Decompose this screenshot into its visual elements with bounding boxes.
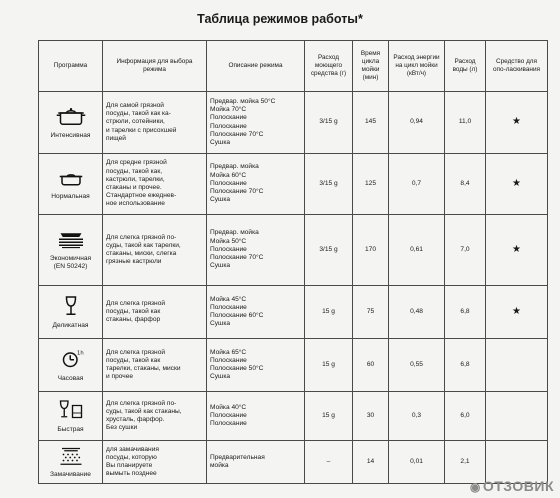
program-info-line: посуды, которую [106, 453, 157, 461]
program-description-line: Полоскание 50°C [210, 365, 264, 372]
plates-icon [42, 229, 99, 254]
program-info-line: кастрюли, тарелки, [106, 175, 165, 183]
program-description-line: Полоскание [210, 303, 247, 311]
program-info-line: пищей [106, 134, 126, 142]
program-cell [39, 339, 103, 392]
program-info [103, 215, 207, 286]
program-cell [39, 92, 103, 154]
header-program: Программа [39, 41, 103, 92]
program-info [103, 286, 207, 339]
program-name: Нормальная [51, 193, 90, 200]
rinse-aid-mark: ★ [486, 92, 548, 154]
header-rinse-aid: Средство для опо-ласкивания [486, 41, 548, 92]
water-value: 6,8 [445, 339, 486, 392]
water-value: 7,0 [445, 215, 486, 286]
program-info-line: Для слегка грязной [106, 299, 166, 307]
program-description [207, 92, 305, 154]
watermark [470, 478, 554, 494]
program-description-line: Полоскание 70°C [210, 254, 264, 262]
energy-value: 0,7 [389, 154, 445, 215]
program-description-line: Полоскание 60°C [210, 312, 264, 319]
program-info-line: Для слегка грязной [106, 348, 166, 356]
table-row [39, 286, 548, 339]
program-cell [39, 441, 103, 484]
program-info-line: посуды, такой как [106, 307, 161, 315]
program-info-line: ное использование [106, 200, 165, 208]
program-description-line: Мойка 60°C [210, 171, 247, 179]
program-description-line: Мойка 45°C [210, 295, 247, 303]
program-description-line: Предвар. мойка [210, 163, 259, 171]
program-description [207, 441, 305, 484]
program-description-line: Полоскание 70°C [210, 188, 264, 196]
water-value: 6,8 [445, 286, 486, 339]
program-info-line: Для средне грязной [106, 159, 167, 167]
water-value: 11,0 [445, 92, 486, 154]
detergent-value: 15 g [305, 286, 353, 339]
program-info [103, 154, 207, 215]
program-standard: (EN 50242) [53, 263, 88, 271]
program-info-line: хрусталь, фарфор. [106, 416, 165, 423]
water-value: 8,4 [445, 154, 486, 215]
program-cell [39, 154, 103, 215]
program-name: Деликатная [52, 322, 89, 329]
program-description-line: мойка [210, 462, 229, 469]
program-description-line: Полоскание [210, 114, 247, 122]
table-row [39, 215, 548, 286]
program-info-line: и тарелки с присохшей [106, 126, 177, 134]
program-description-line: Сушка [210, 262, 231, 270]
energy-value: 0,48 [389, 286, 445, 339]
soak-icon [42, 445, 99, 470]
wineglass-icon [42, 294, 99, 321]
modes-table [38, 40, 548, 484]
program-name: Часовая [57, 375, 84, 382]
program-description-line: Полоскание [210, 179, 247, 187]
program-name: Быстрая [57, 426, 84, 433]
cycle-time-value: 145 [353, 92, 389, 154]
program-description-line: Мойка 50°C [210, 237, 247, 245]
energy-value: 0,55 [389, 339, 445, 392]
program-info [103, 339, 207, 392]
program-description-line: Полоскание [210, 411, 247, 419]
program-description [207, 286, 305, 339]
program-description-line: Предварительная [210, 453, 265, 461]
rinse-aid-mark [486, 339, 548, 392]
header-description: Описание режима [207, 41, 305, 92]
program-description-line: Предвар. мойка 50°C [210, 97, 276, 105]
table-row [39, 392, 548, 441]
header-detergent: Расход моющего средства (г) [305, 41, 353, 92]
table-row [39, 339, 548, 392]
table-row [39, 92, 548, 154]
detergent-value: 3/15 g [305, 215, 353, 286]
header-water: Расход воды (л) [445, 41, 486, 92]
page-title: Таблица режимов работы* [197, 12, 363, 26]
program-description-line: Полоскание 70°C [210, 130, 264, 138]
program-description [207, 392, 305, 441]
program-info-line: Для слегка грязной по- [106, 233, 177, 241]
pot-icon [42, 105, 99, 130]
program-description-line: Сушка [210, 373, 231, 381]
header-time: Время цикла мойки (мин) [353, 41, 389, 92]
svg-text:1h: 1h [76, 350, 84, 357]
program-info-line: Вы планируете [106, 462, 153, 469]
detergent-value: 15 g [305, 339, 353, 392]
water-value: 2,1 [445, 441, 486, 484]
program-description-line: Полоскание [210, 356, 247, 364]
program-info-line: Для слегка грязной по- [106, 399, 177, 407]
header-row [39, 41, 548, 92]
program-info-line: стаканы и прочее. [106, 184, 162, 191]
table-row [39, 154, 548, 215]
detergent-value: – [305, 441, 353, 484]
program-info-line: Для самой грязной [106, 101, 164, 109]
program-name: Интенсивная [50, 131, 91, 139]
program-info-line: посуды, такой как, [106, 167, 163, 175]
program-description [207, 339, 305, 392]
rinse-aid-mark: ★ [486, 215, 548, 286]
rinse-aid-mark: ★ [486, 286, 548, 339]
program-description-line: Сушка [210, 138, 231, 146]
program-info-line: Без сушки [106, 424, 138, 432]
program-info-line: тарелки, стаканы, миски [106, 365, 181, 372]
program-info-line: Стандартное ежеднев- [106, 192, 177, 200]
header-energy: Расход энергии на цикл мойки (кВт/ч) [389, 41, 445, 92]
cycle-time-value: 30 [353, 392, 389, 441]
detergent-value: 3/15 g [305, 92, 353, 154]
program-info [103, 92, 207, 154]
glasses-icon [42, 398, 99, 425]
rinse-aid-mark: ★ [486, 154, 548, 215]
program-info-line: суды, такой как стаканы, [106, 407, 182, 415]
program-info-line: грязные кастрюли [106, 258, 162, 266]
cycle-time-value: 75 [353, 286, 389, 339]
energy-value: 0,01 [389, 441, 445, 484]
program-description-line: Полоскание [210, 245, 247, 253]
program-info-line: посуды, такой как [106, 356, 161, 364]
watermark-text: ОТЗОВИК [482, 478, 554, 494]
energy-value: 0,61 [389, 215, 445, 286]
water-value: 6,0 [445, 392, 486, 441]
program-info-line: посуды, такой как ка- [106, 110, 171, 118]
program-description [207, 215, 305, 286]
header-info: Информация для выбора режима [103, 41, 207, 92]
program-description-line: Полоскание [210, 122, 247, 130]
pan-icon [42, 167, 99, 192]
program-info [103, 441, 207, 484]
program-info-line: для замачивания [106, 445, 159, 453]
program-cell [39, 392, 103, 441]
program-description-line: Сушка [210, 320, 231, 328]
detergent-value: 3/15 g [305, 154, 353, 215]
energy-value: 0,3 [389, 392, 445, 441]
program-description-line: Сушка [210, 196, 231, 204]
cycle-time-value: 125 [353, 154, 389, 215]
program-description-line: Мойка 65°C [210, 348, 247, 356]
cycle-time-value: 60 [353, 339, 389, 392]
rinse-aid-mark [486, 392, 548, 441]
program-cell [39, 215, 103, 286]
program-description-line: Предвар. мойка [210, 229, 259, 237]
program-cell [39, 286, 103, 339]
cycle-time-value: 14 [353, 441, 389, 484]
program-info-line: и прочее [106, 373, 134, 381]
program-info-line: стрюли, сотейники, [106, 118, 165, 126]
hour-icon [42, 347, 99, 374]
program-info [103, 392, 207, 441]
energy-value: 0,94 [389, 92, 445, 154]
program-description [207, 154, 305, 215]
program-info-line: вымыть позднее [106, 470, 157, 478]
program-description-line: Полоскание [210, 420, 247, 428]
program-description-line: Мойка 70°C [210, 106, 247, 114]
program-description-line: Мойка 40°C [210, 403, 247, 411]
program-info-line: стаканы, миски, слегка [106, 250, 177, 257]
program-info-line: суды, такой как тарелки, [106, 241, 181, 249]
program-name: Замачивание [50, 471, 91, 478]
watermark-logo-icon: ◉ [469, 480, 481, 494]
program-info-line: стаканы, фарфор [106, 316, 161, 324]
detergent-value: 15 g [305, 392, 353, 441]
cycle-time-value: 170 [353, 215, 389, 286]
program-name: Экономичная [49, 254, 92, 262]
